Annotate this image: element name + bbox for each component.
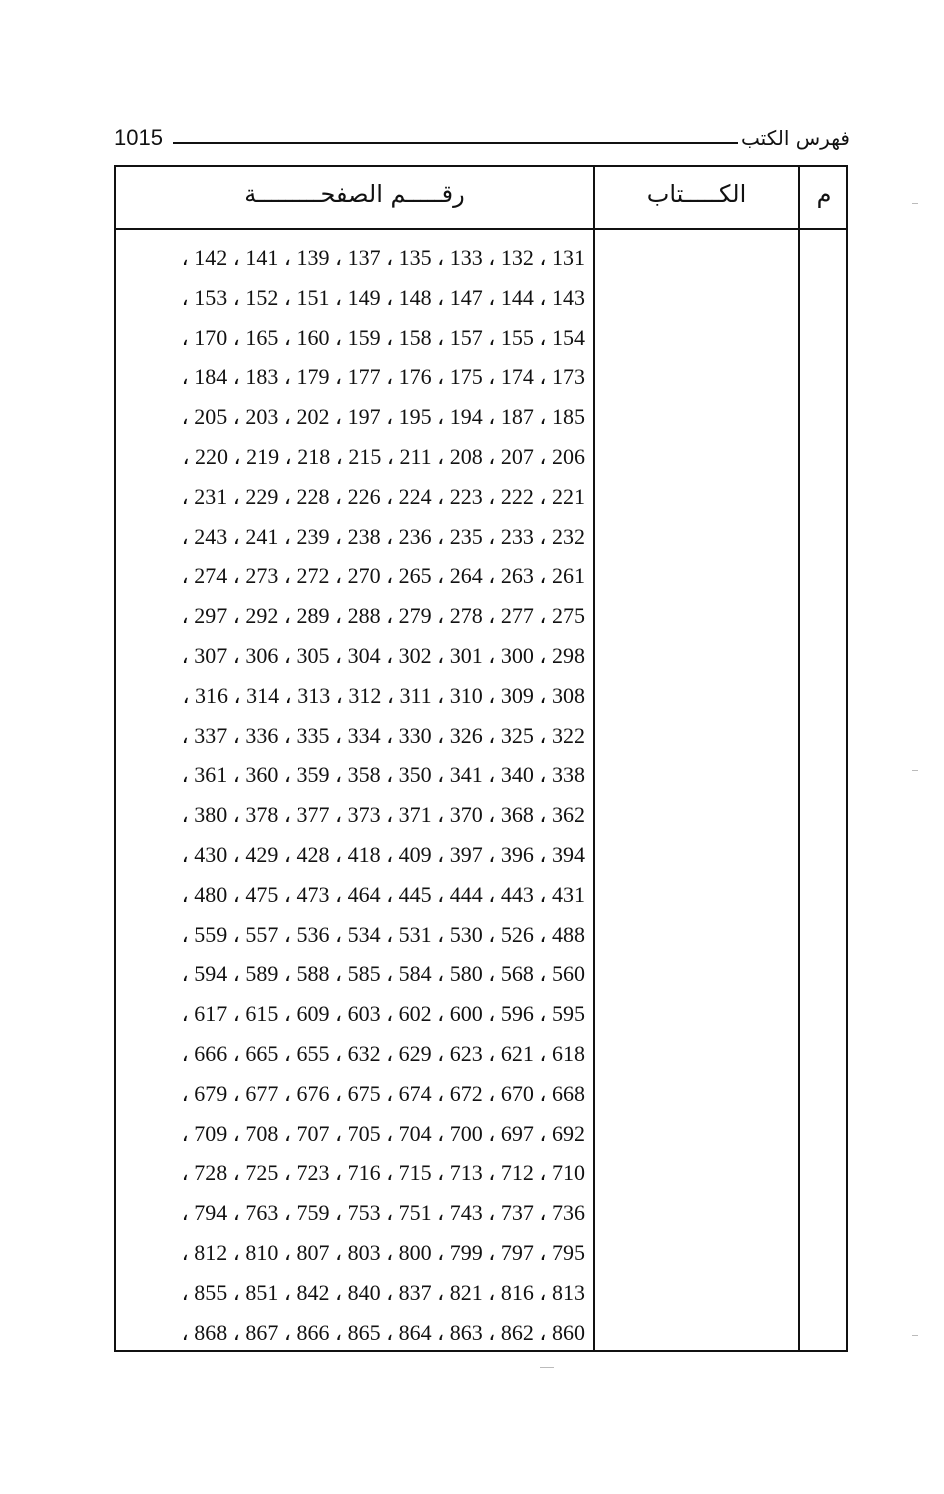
- column-header-serial: م: [816, 180, 832, 208]
- header-divider: [116, 228, 846, 230]
- column-divider: [593, 167, 595, 1350]
- index-table: [114, 165, 848, 1352]
- table-row: 143 ، 144 ، 147 ، 148 ، 149 ، 151 ، 152 ، 153 ،: [181, 284, 585, 310]
- column-header-book: الكـــــتاب: [646, 180, 747, 208]
- table-row: 488 ، 526 ، 530 ، 531 ، 534 ، 536 ، 557 ، 559 ،: [181, 921, 585, 947]
- table-row: 736 ، 737 ، 743 ، 751 ، 753 ، 759 ، 763 ، 794 ،: [181, 1200, 585, 1226]
- table-row: 668 ، 670 ، 672 ، 674 ، 675 ، 676 ، 677 ، 679 ،: [181, 1080, 585, 1106]
- margin-mark: [912, 770, 918, 771]
- margin-mark: [912, 203, 918, 204]
- column-divider: [798, 167, 800, 1350]
- table-row: 618 ، 621 ، 623 ، 629 ، 632 ، 655 ، 665 ، 666 ،: [181, 1040, 585, 1066]
- column-header-page-number: رقـــــم الصفحـــــــــة: [244, 180, 465, 208]
- margin-mark: [540, 1367, 554, 1368]
- page-number: 1015: [114, 125, 163, 150]
- table-row: 394 ، 396 ، 397 ، 409 ، 418 ، 428 ، 429 ، 430 ،: [181, 841, 585, 867]
- table-row: 710 ، 712 ، 713 ، 715 ، 716 ، 723 ، 725 ، 728 ،: [181, 1160, 585, 1186]
- table-row: 298 ، 300 ، 301 ، 302 ، 304 ، 305 ، 306 ، 307 ،: [181, 642, 585, 668]
- table-row: 431 ، 443 ، 444 ، 445 ، 464 ، 473 ، 475 ، 480 ،: [181, 881, 585, 907]
- table-row: 795 ، 797 ، 799 ، 800 ، 803 ، 807 ، 810 ، 812 ،: [181, 1239, 585, 1265]
- table-row: 131 ، 132 ، 133 ، 135 ، 137 ، 139 ، 141 ، 142 ،: [181, 245, 585, 270]
- margin-mark: [912, 1335, 918, 1336]
- table-row: 308 ، 309 ، 310 ، 311 ، 312 ، 313 ، 314 ، 316 ،: [182, 682, 585, 708]
- table-row: 692 ، 697 ، 700 ، 704 ، 705 ، 707 ، 708 ، 709 ،: [181, 1120, 585, 1146]
- table-row: 595 ، 596 ، 600 ، 602 ، 603 ، 609 ، 615 ، 617 ،: [181, 1001, 585, 1027]
- table-row: 154 ، 155 ، 157 ، 158 ، 159 ، 160 ، 165 ، 170 ،: [181, 324, 585, 350]
- table-row: 185 ، 187 ، 194 ، 195 ، 197 ، 202 ، 203 ، 205 ،: [181, 404, 585, 430]
- table-row: 221 ، 222 ، 223 ، 224 ، 226 ، 228 ، 229 ، 231 ،: [181, 483, 585, 509]
- table-row: 261 ، 263 ، 264 ، 265 ، 270 ، 272 ، 273 ، 274 ،: [181, 563, 585, 589]
- table-row: 322 ، 325 ، 326 ، 330 ، 334 ، 335 ، 336 ، 337 ،: [181, 722, 585, 748]
- table-row: 206 ، 207 ، 208 ، 211 ، 215 ، 218 ، 219 ، 220 ،: [182, 443, 585, 469]
- header-rule: [173, 142, 738, 144]
- table-row: 560 ، 568 ، 580 ، 584 ، 585 ، 588 ، 589 ، 594 ،: [181, 961, 585, 987]
- table-row: 860 ، 862 ، 863 ، 864 ، 865 ، 866 ، 867 ، 868 ،: [181, 1319, 585, 1345]
- table-row: 338 ، 340 ، 341 ، 350 ، 358 ، 359 ، 360 ، 361 ،: [181, 762, 585, 788]
- table-row: 275 ، 277 ، 278 ، 279 ، 288 ، 289 ، 292 ، 297 ،: [181, 603, 585, 629]
- page-header: [114, 124, 850, 154]
- page-numbers-list: [116, 239, 593, 1353]
- table-row: 173 ، 174 ، 175 ، 176 ، 177 ، 179 ، 183 ، 184 ،: [181, 364, 585, 390]
- table-row: 232 ، 233 ، 235 ، 236 ، 238 ، 239 ، 241 ، 243 ،: [181, 523, 585, 549]
- table-row: 362 ، 368 ، 370 ، 371 ، 373 ، 377 ، 378 ، 380 ،: [181, 802, 585, 828]
- running-title: فهرس الكتب: [741, 126, 850, 150]
- table-row: 813 ، 816 ، 821 ، 837 ، 840 ، 842 ، 851 ، 855 ،: [181, 1279, 585, 1305]
